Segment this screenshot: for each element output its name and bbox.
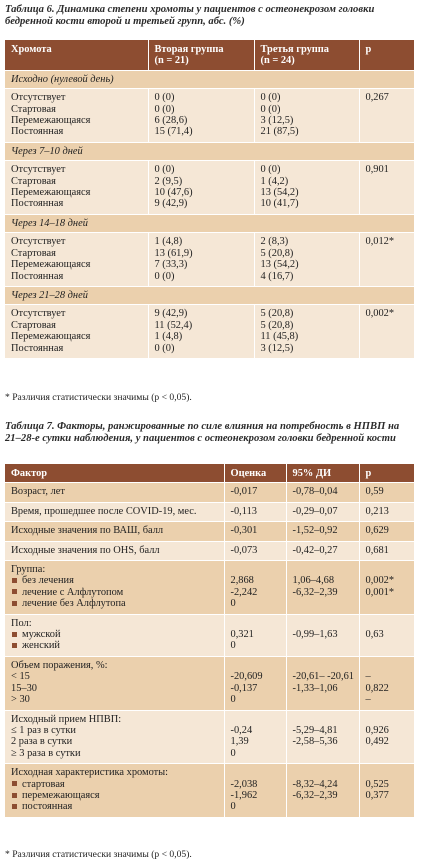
p-value: 0,002* (365, 308, 395, 320)
table-row (5, 764, 414, 818)
factor-option: ≥ 3 раза в сутки (11, 747, 81, 759)
section-title: Через 7–10 дней (5, 142, 414, 160)
bullet-icon (12, 781, 17, 786)
factor-title: Исходный прием НПВП: (11, 713, 122, 725)
bullet-icon (12, 601, 17, 606)
estimate-value: -0,137 (230, 682, 258, 694)
factor-option (11, 575, 218, 586)
section-header-row (5, 70, 414, 88)
group3-cell (254, 89, 359, 143)
factor-option: < 15 (11, 671, 30, 683)
ci-value (293, 801, 353, 812)
row-label: Перемежающаяся (11, 115, 91, 127)
row-label: Постоянная (11, 126, 64, 138)
ci-value: -1,33–1,06 (292, 682, 338, 694)
factor-option: > 30 (11, 694, 30, 706)
ci-cell (286, 614, 359, 656)
row-label: Постоянная (11, 342, 64, 354)
factor-option-text: женский (22, 640, 60, 652)
row-label: Перемежающаяся (11, 331, 91, 343)
group3-value: 13 (54,2) (260, 259, 299, 271)
table7-header-row (5, 464, 414, 483)
table6 (5, 40, 414, 359)
factor-cell (5, 710, 224, 764)
factor-title: Исходная характеристика хромоты: (11, 767, 169, 779)
ci-value (293, 748, 353, 759)
p-cell: 0,213 (359, 502, 414, 521)
row-label: Отсутствует (11, 164, 66, 176)
group3-value: 3 (12,5) (260, 342, 294, 354)
p-value: 0,525 (365, 778, 389, 790)
ci-cell: -0,29–0,07 (286, 502, 359, 521)
ci-value: -6,32–2,39 (292, 586, 338, 598)
p-value: 0,901 (365, 164, 389, 176)
column-header: Хромота (5, 40, 148, 70)
label-cell (5, 233, 148, 287)
estimate-value: -2,242 (230, 586, 258, 598)
p-cell (359, 710, 414, 764)
factor-option (11, 587, 218, 598)
table7-footnote: * Различия статистически значимы (p < 0,05). (5, 849, 192, 860)
p-value (366, 640, 409, 651)
section-header-row (5, 142, 414, 160)
row-label: Перемежающаяся (11, 259, 91, 271)
table-row (5, 541, 414, 560)
bullet-icon (12, 589, 17, 594)
group2-cell (148, 161, 254, 215)
ci-value (293, 640, 353, 651)
factor-option-text: без лечения (22, 575, 74, 587)
group2-value: 6 (28,6) (154, 115, 188, 127)
factor-cell (5, 656, 224, 710)
estimate-value: 0,321 (230, 629, 254, 641)
table-row (5, 710, 414, 764)
bullet-icon (12, 632, 17, 637)
bullet-icon (12, 793, 17, 798)
table-row (5, 483, 414, 502)
table-row (5, 502, 414, 521)
column-header: Оценка (224, 464, 286, 483)
estimate-cell: -0,113 (224, 502, 286, 521)
p-value (366, 598, 409, 609)
factor-option-text: перемежающаяся (22, 789, 100, 801)
group3-value: 2 (8,3) (260, 236, 289, 248)
section-header-row (5, 286, 414, 304)
ci-value (293, 598, 353, 609)
ci-value: -8,32–4,24 (292, 778, 338, 790)
factor-option (11, 801, 218, 812)
estimate-cell (224, 710, 286, 764)
estimate-value: -0,24 (230, 724, 253, 736)
group2-value: 10 (47,6) (154, 187, 193, 199)
ci-value: -0,99–1,63 (292, 629, 338, 641)
p-value: – (365, 694, 371, 706)
column-header (254, 40, 359, 70)
ci-cell (286, 561, 359, 615)
p-value (366, 801, 409, 812)
factor-cell: Исходные значения по ВАШ, балл (5, 522, 224, 541)
p-value: 0,001* (365, 586, 395, 598)
column-header: Фактор (5, 464, 224, 483)
factor-title: Группа: (11, 564, 46, 576)
factor-option: 2 раза в сутки (11, 736, 73, 748)
factor-option (11, 629, 218, 640)
group3-value: 0 (0) (260, 164, 281, 176)
factor-title: Объем поражения, %: (11, 659, 108, 671)
estimate-value: 0 (230, 598, 236, 610)
p-value: 0,492 (365, 736, 389, 748)
bullet-icon (12, 804, 17, 809)
group2-value: 2 (9,5) (154, 175, 183, 187)
group2-value: 9 (42,9) (154, 198, 188, 210)
table6-header-row (5, 40, 414, 70)
section-title: Исходно (нулевой день) (5, 70, 414, 88)
p-cell: 0,59 (359, 483, 414, 502)
section-title: Через 21–28 дней (5, 286, 414, 304)
estimate-value: 2,868 (230, 575, 254, 587)
group3-value: 3 (12,5) (260, 115, 294, 127)
group2-value: 0 (0) (154, 103, 175, 115)
estimate-cell: -0,301 (224, 522, 286, 541)
p-cell (359, 764, 414, 818)
ci-value: 1,06–4,68 (292, 575, 335, 587)
bullet-icon (12, 578, 17, 583)
bullet-icon (12, 643, 17, 648)
ci-value (293, 694, 353, 705)
estimate-cell (224, 561, 286, 615)
group2-value: 15 (71,4) (154, 126, 193, 138)
p-value: 0,002* (365, 575, 395, 587)
factor-option: 15–30 (11, 682, 37, 694)
factor-option-text: лечение с Алфлутопом (22, 586, 124, 598)
group3-value: 13 (54,2) (260, 187, 299, 199)
group2-cell (148, 89, 254, 143)
table7 (5, 464, 414, 818)
estimate-value: 0 (230, 694, 236, 706)
group2-cell (148, 233, 254, 287)
ci-cell: -1,52–0,92 (286, 522, 359, 541)
estimate-cell (224, 764, 286, 818)
estimate-value: -1,962 (230, 789, 258, 801)
label-cell (5, 305, 148, 359)
p-value: 0,822 (365, 682, 389, 694)
table6-footnote: * Различия статистически значимы (p < 0,05). (5, 392, 192, 403)
estimate-value: -20,609 (230, 671, 263, 683)
ci-value: -6,32–2,39 (292, 789, 338, 801)
factor-option-text: мужской (22, 629, 61, 641)
ci-cell: -0,78–0,04 (286, 483, 359, 502)
group3-value: 11 (45,8) (260, 331, 299, 343)
row-label: Постоянная (11, 198, 64, 210)
label-cell (5, 161, 148, 215)
factor-title: Пол: (11, 617, 32, 629)
p-value: 0,267 (365, 92, 389, 104)
row-label: Стартовая (11, 175, 56, 187)
p-cell (359, 614, 414, 656)
group2-value: 7 (33,3) (154, 259, 188, 271)
group3-cell (254, 305, 359, 359)
factor-option (11, 598, 218, 609)
estimate-value: 1,39 (230, 736, 249, 748)
factor-cell: Исходные значения по OHS, балл (5, 541, 224, 560)
factor-cell (5, 764, 224, 818)
group2-value: 13 (61,9) (154, 247, 193, 259)
group3-value: 21 (87,5) (260, 126, 299, 138)
estimate-value: -2,038 (230, 778, 258, 790)
p-value: 0,926 (365, 724, 389, 736)
group3-value: 10 (41,7) (260, 198, 299, 210)
group3-value: 5 (20,8) (260, 319, 294, 331)
ci-value: -5,29–4,81 (292, 724, 338, 736)
factor-option-text: стартовая (22, 778, 65, 790)
table-row (5, 233, 414, 287)
group3-value: 1 (4,2) (260, 175, 289, 187)
group3-cell (254, 161, 359, 215)
group2-value: 0 (0) (154, 342, 175, 354)
ci-cell (286, 764, 359, 818)
ci-value: -2,58–5,36 (292, 736, 338, 748)
group2-value: 0 (0) (154, 270, 175, 282)
estimate-cell (224, 614, 286, 656)
p-value: 0,012* (365, 236, 395, 248)
table7-caption: Таблица 7. Факторы, ранжированные по силе влияния на потребность в НПВП на 21–28-е сутки наблюдения, у пациентов с остеонекрозом головки бедренной кости (5, 421, 400, 445)
row-label: Постоянная (11, 270, 64, 282)
ci-value: -20,61– -20,61 (292, 671, 354, 683)
column-header: 95% ДИ (286, 464, 359, 483)
group2-value: 9 (42,9) (154, 308, 188, 320)
p-cell: 0,681 (359, 541, 414, 560)
table-row (5, 522, 414, 541)
ci-cell: -0,42–0,27 (286, 541, 359, 560)
estimate-value: 0 (230, 747, 236, 759)
row-label: Отсутствует (11, 308, 66, 320)
estimate-cell: -0,017 (224, 483, 286, 502)
table-row (5, 161, 414, 215)
factor-cell: Возраст, лет (5, 483, 224, 502)
group2-value: 0 (0) (154, 92, 175, 104)
p-value: 0,377 (365, 789, 389, 801)
p-cell (359, 233, 414, 287)
column-header (148, 40, 254, 70)
group3-value: 5 (20,8) (260, 247, 294, 259)
label-cell (5, 89, 148, 143)
estimate-value: 0 (230, 801, 236, 813)
factor-cell (5, 561, 224, 615)
p-value: 0,63 (365, 629, 384, 641)
section-title: Через 14–18 дней (5, 214, 414, 232)
p-cell (359, 561, 414, 615)
column-header: p (359, 40, 414, 70)
factor-cell (5, 614, 224, 656)
row-label: Стартовая (11, 103, 56, 115)
estimate-cell (224, 656, 286, 710)
group3-value: 5 (20,8) (260, 308, 294, 320)
factor-option (11, 779, 218, 790)
ci-cell (286, 656, 359, 710)
p-cell (359, 656, 414, 710)
section-header-row (5, 214, 414, 232)
table6-caption: Таблица 6. Динамика степени хромоты у пациентов с остеонекрозом головки бедренной кости второй и третьей групп, абс. (%) (5, 4, 375, 28)
estimate-cell: -0,073 (224, 541, 286, 560)
p-cell: 0,629 (359, 522, 414, 541)
table-row (5, 89, 414, 143)
group3-value: 4 (16,7) (260, 270, 294, 282)
group3-value: 0 (0) (260, 92, 281, 104)
group3-cell (254, 233, 359, 287)
factor-option-text: постоянная (22, 801, 73, 813)
group2-cell (148, 305, 254, 359)
p-value (366, 748, 409, 759)
row-label: Перемежающаяся (11, 187, 91, 199)
row-label: Отсутствует (11, 236, 66, 248)
table-row (5, 656, 414, 710)
group2-value: 11 (52,4) (154, 319, 193, 331)
row-label: Стартовая (11, 247, 56, 259)
column-header-text: Вторая группа (n = 21) (154, 44, 224, 67)
p-cell (359, 305, 414, 359)
factor-option-text: лечение без Алфлутопа (22, 598, 126, 610)
p-cell (359, 161, 414, 215)
column-header: p (359, 464, 414, 483)
estimate-value: 0 (230, 640, 236, 652)
ci-cell (286, 710, 359, 764)
table-row (5, 561, 414, 615)
factor-cell: Время, прошедшее после COVID-19, мес. (5, 502, 224, 521)
group2-value: 0 (0) (154, 164, 175, 176)
p-value: – (365, 671, 371, 683)
column-header-text: Третья группа (n = 24) (260, 44, 329, 67)
row-label: Отсутствует (11, 92, 66, 104)
factor-option: ≤ 1 раз в сутки (11, 724, 76, 736)
group2-value: 1 (4,8) (154, 331, 183, 343)
factor-option (11, 790, 218, 801)
p-cell (359, 89, 414, 143)
group2-value: 1 (4,8) (154, 236, 183, 248)
table-row (5, 305, 414, 359)
table-row (5, 614, 414, 656)
group3-value: 0 (0) (260, 103, 281, 115)
row-label: Стартовая (11, 319, 56, 331)
factor-option (11, 640, 218, 651)
